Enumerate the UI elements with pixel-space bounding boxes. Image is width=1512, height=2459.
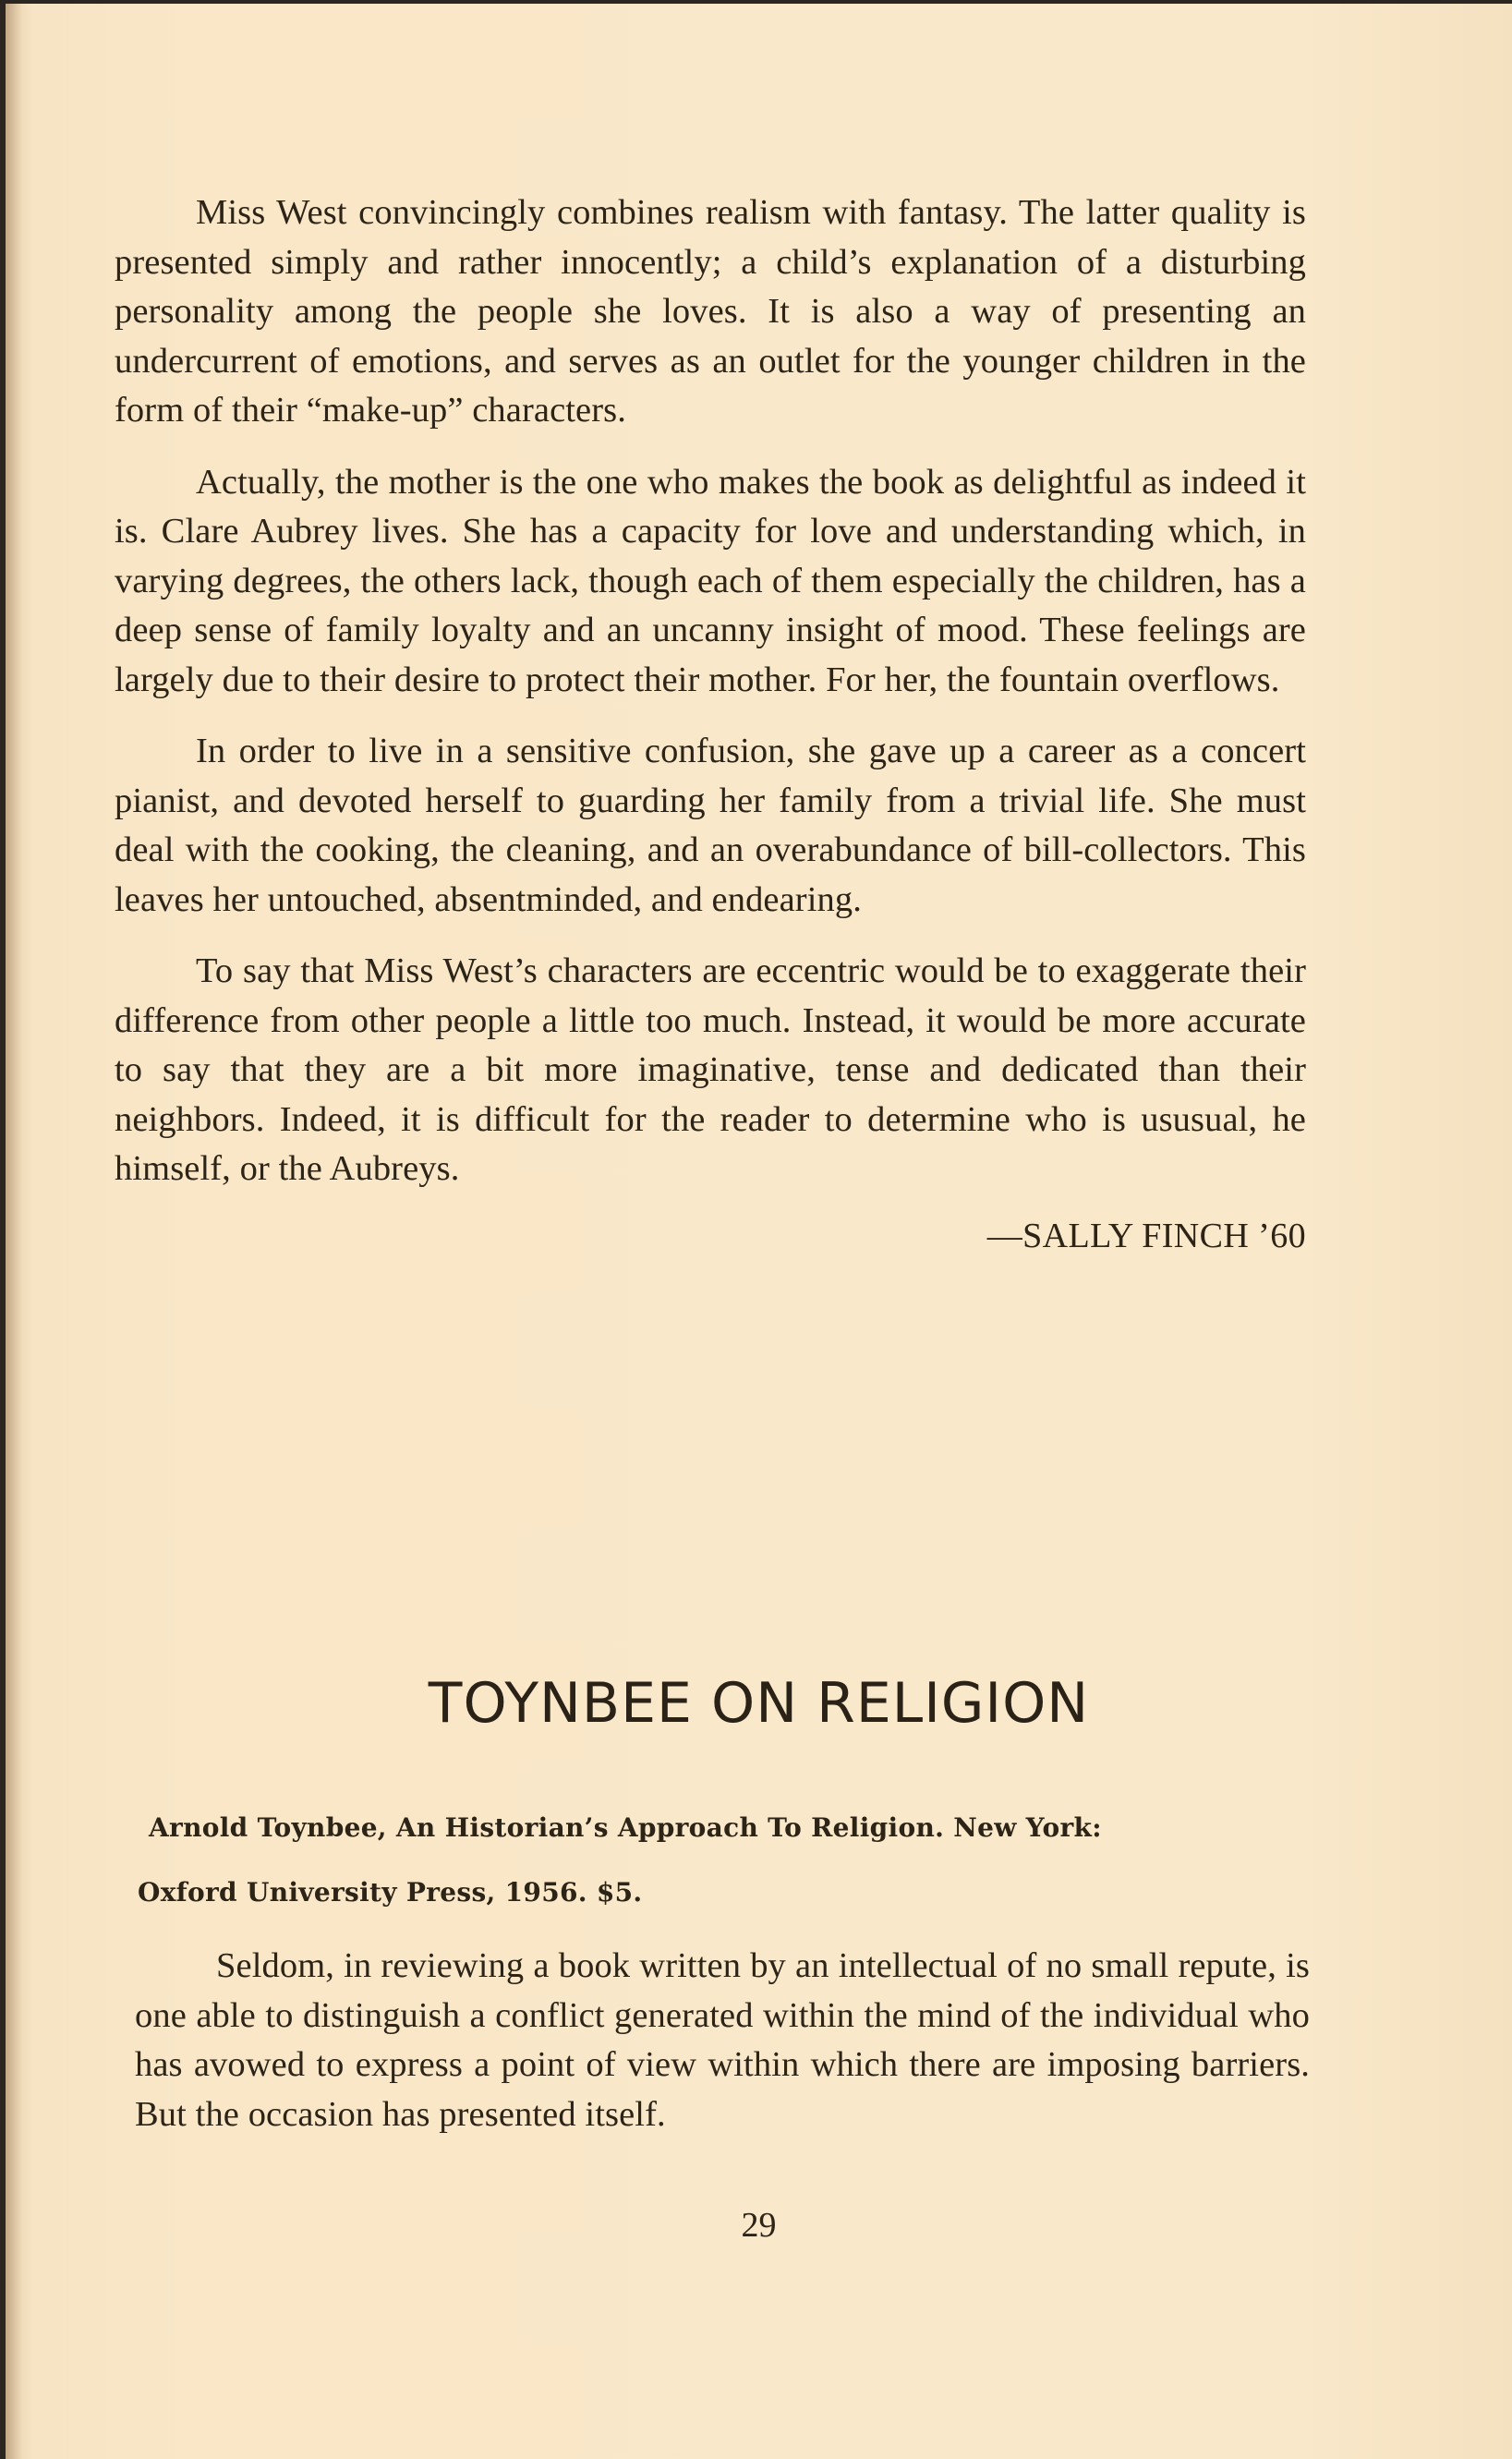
review-body (115, 188, 1306, 1259)
review-paragraph-3: In order to live in a sensitive confusion, she gave up a career as a concert pianist, and devoted herself to guarding her family from a trivial life. She must deal with the cooking, the cleaning, and an overabundance of bill-collectors. This leaves her untouched, absentminded, and endearing. (115, 732, 1306, 919)
spine-shadow (6, 4, 22, 2459)
review-paragraph-2: Actually, the mother is the one who makes the book as delightful as indeed it is. Clare Aubrey lives. She has a capacity for love and understanding which, in varying degrees, the others lack, though each of them especially the children, has a deep sense of family loyalty and an uncanny insight of mood. These feelings are largely due to their desire to protect their mother. For her, the fountain overflows. (115, 462, 1306, 699)
review-paragraph-1: Miss West convincingly combines realism with fantasy. The latter quality is presented simply and rather innocently; a child’s explanation of a disturbing personality among the people she loves. It is also a way of presenting an undercurrent of emotions, and serves as an outlet for the younger children in the form of their “make-up” characters. (115, 193, 1306, 430)
citation-line-2: Oxford University Press, 1956. $5. (138, 1877, 643, 1908)
book-page (6, 4, 1512, 2459)
page-number: 29 (741, 2206, 777, 2245)
review-paragraph-4: To say that Miss West’s characters are eccentric would be to exaggerate their difference from other people a little too much. Instead, it would be more accurate to say that they are a bit more imaginative, tense and dedicated than their neighbors. Indeed, it is difficult for the reader to determine who is ususual, he himself, or the Aubreys. (115, 951, 1306, 1188)
reviewer-signature: —SALLY FINCH ’60 (986, 1216, 1306, 1255)
book-citation (138, 1796, 1303, 1925)
section-title: TOYNBEE ON RELIGION (428, 1671, 1090, 1736)
second-review-body (135, 1942, 1310, 2162)
citation-line-1: Arnold Toynbee, An Historian’s Approach To Religion. New York: (149, 1812, 1102, 1843)
second-review-paragraph: Seldom, in reviewing a book written by an intellectual of no small repute, is one able to distinguish a conflict generated within the mind of the individual who has avowed to express a point of view within which there are imposing barriers. But the occasion has presented itself. (135, 1946, 1310, 2134)
